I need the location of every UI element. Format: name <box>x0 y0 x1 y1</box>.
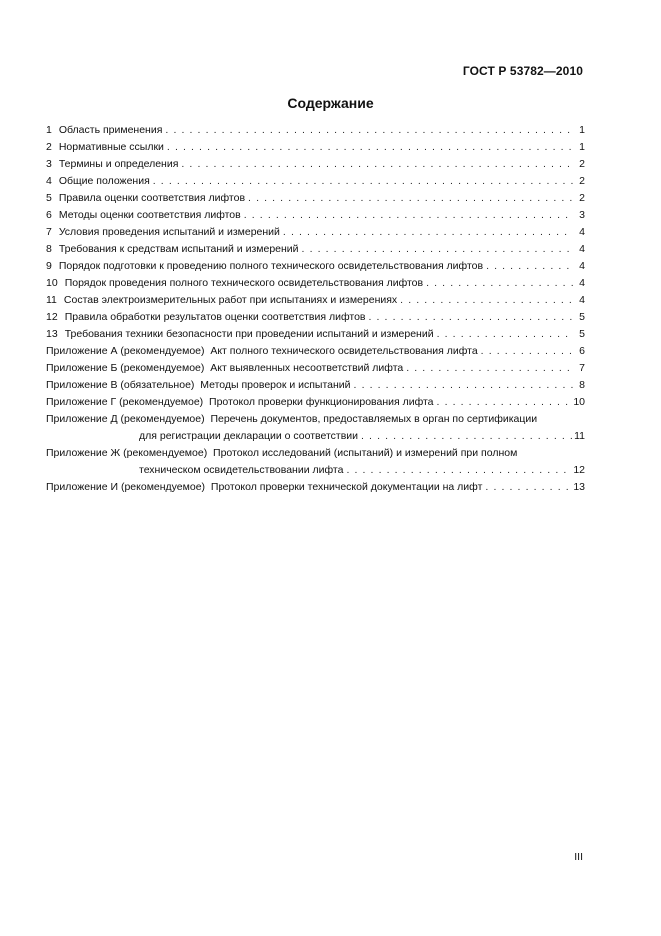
annex-title-line1: Перечень документов, предоставляемых в орган по сертификации <box>210 413 538 425</box>
toc-entry-page: 6 <box>579 345 585 357</box>
toc-annex-entry[interactable] <box>46 360 585 377</box>
dot-leader <box>400 292 573 309</box>
toc-entry-number: 11 <box>46 294 57 306</box>
toc-entry-number: 9 <box>46 260 52 272</box>
toc-entry-number: 7 <box>46 226 52 238</box>
document-code: ГОСТ Р 53782—2010 <box>462 64 583 78</box>
annex-title: Акт выявленных несоответствий лифта <box>210 362 404 374</box>
toc-annex-entry[interactable] <box>46 394 585 411</box>
toc-entry-page: 11 <box>574 430 585 442</box>
toc-entry-page: 5 <box>579 328 585 340</box>
annex-label: Приложение Б (рекомендуемое) <box>46 362 205 374</box>
toc-entry-title: Правила обработки результатов оценки соответствия лифтов <box>64 311 366 323</box>
dot-leader <box>165 122 573 139</box>
toc-entry-title: Нормативные ссылки <box>58 141 164 153</box>
toc-entry[interactable] <box>46 207 585 224</box>
dot-leader <box>485 479 571 496</box>
annex-title: Протокол проверки функционирования лифта <box>209 396 434 408</box>
toc-title: Содержание <box>287 95 374 111</box>
dot-leader <box>426 275 573 292</box>
toc-entry-title: Область применения <box>58 124 163 136</box>
annex-title-line1: Протокол исследований (испытаний) и измерений при полном <box>213 447 518 459</box>
dot-leader <box>486 258 573 275</box>
toc-entry-page: 13 <box>573 481 585 493</box>
annex-title: Протокол проверки технической документации на лифт <box>210 481 483 493</box>
toc-entry[interactable] <box>46 292 585 309</box>
toc-entry-page: 4 <box>579 226 585 238</box>
toc-entry-page: 4 <box>579 277 585 289</box>
toc-entry-page: 4 <box>579 294 585 306</box>
toc-entry-number: 2 <box>46 141 52 153</box>
toc-entry-page: 4 <box>579 260 585 272</box>
dot-leader <box>167 139 573 156</box>
annex-label: Приложение И (рекомендуемое) <box>46 481 206 493</box>
toc-entry-number: 5 <box>46 192 52 204</box>
toc-entry-number: 8 <box>46 243 52 255</box>
toc-entry[interactable] <box>46 173 585 190</box>
dot-leader <box>481 343 573 360</box>
toc-entry-number: 10 <box>46 277 58 289</box>
annex-label: Приложение Г (рекомендуемое) <box>46 396 204 408</box>
toc-entry[interactable] <box>46 139 585 156</box>
dot-leader <box>406 360 573 377</box>
annex-label: Приложение Ж (рекомендуемое) <box>46 447 208 459</box>
dot-leader <box>346 462 571 479</box>
annex-title: Акт полного технического освидетельствования лифта <box>210 345 478 357</box>
toc-entry-title: Методы оценки соответствия лифтов <box>58 209 241 221</box>
dot-leader <box>437 326 573 343</box>
annex-title-line2: для регистрации декларации о соответствии <box>139 430 359 442</box>
toc-entry[interactable] <box>46 156 585 173</box>
dot-leader <box>181 156 573 173</box>
toc-entry-page: 10 <box>573 396 585 408</box>
annex-title-line2: техническом освидетельствовании лифта <box>139 464 344 476</box>
toc-entry-page: 4 <box>579 243 585 255</box>
page-number: III <box>574 851 583 863</box>
toc-entry[interactable] <box>46 309 585 326</box>
toc-entry[interactable] <box>46 224 585 241</box>
toc-annex-entry[interactable] <box>46 343 585 360</box>
toc-entry[interactable] <box>46 190 585 207</box>
dot-leader <box>361 428 572 445</box>
annex-label: Приложение Д (рекомендуемое) <box>46 413 205 425</box>
toc-entry[interactable] <box>46 275 585 292</box>
dot-leader <box>302 241 573 258</box>
dot-leader <box>368 309 573 326</box>
annex-title: Методы проверок и испытаний <box>200 379 351 391</box>
toc-entry-title: Требования к средствам испытаний и измерений <box>58 243 299 255</box>
toc-entry-number: 3 <box>46 158 52 170</box>
toc-entry-page: 2 <box>579 192 585 204</box>
toc-annex-entry[interactable] <box>46 479 585 496</box>
toc-entry-title: Порядок проведения полного технического освидетельствования лифтов <box>64 277 424 289</box>
toc-entry-number: 12 <box>46 311 58 323</box>
dot-leader <box>354 377 573 394</box>
table-of-contents <box>46 122 585 496</box>
toc-entry-title: Требования техники безопасности при проведении испытаний и измерений <box>64 328 434 340</box>
dot-leader <box>153 173 573 190</box>
toc-entry[interactable] <box>46 122 585 139</box>
toc-entry-page: 8 <box>579 379 585 391</box>
toc-entry-number: 6 <box>46 209 52 221</box>
toc-entry-page: 7 <box>579 362 585 374</box>
toc-entry-page: 12 <box>573 464 585 476</box>
toc-entry-title: Состав электроизмерительных работ при испытаниях и измерениях <box>63 294 398 306</box>
toc-entry-page: 2 <box>579 158 585 170</box>
toc-entry-title: Термины и определения <box>58 158 179 170</box>
toc-annex-entry[interactable] <box>46 445 585 479</box>
toc-entry-number: 13 <box>46 328 58 340</box>
dot-leader <box>437 394 572 411</box>
toc-entry-title: Общие положения <box>58 175 150 187</box>
toc-entry-page: 1 <box>579 141 585 153</box>
toc-entry[interactable] <box>46 241 585 258</box>
dot-leader <box>244 207 573 224</box>
toc-entry-title: Условия проведения испытаний и измерений <box>58 226 280 238</box>
toc-entry-page: 2 <box>579 175 585 187</box>
dot-leader <box>248 190 573 207</box>
toc-entry-page: 5 <box>579 311 585 323</box>
toc-annex-entry[interactable] <box>46 411 585 445</box>
toc-annex-entry[interactable] <box>46 377 585 394</box>
toc-entry-page: 3 <box>579 209 585 221</box>
toc-entry[interactable] <box>46 258 585 275</box>
toc-entry-title: Порядок подготовки к проведению полного технического освидетельствования лифтов <box>58 260 484 272</box>
annex-label: Приложение В (обязательное) <box>46 379 195 391</box>
toc-entry-page: 1 <box>579 124 585 136</box>
toc-entry[interactable] <box>46 326 585 343</box>
toc-entry-title: Правила оценки соответствия лифтов <box>58 192 246 204</box>
annex-label: Приложение А (рекомендуемое) <box>46 345 205 357</box>
toc-entry-number: 4 <box>46 175 52 187</box>
dot-leader <box>283 224 573 241</box>
toc-entry-number: 1 <box>46 124 52 136</box>
